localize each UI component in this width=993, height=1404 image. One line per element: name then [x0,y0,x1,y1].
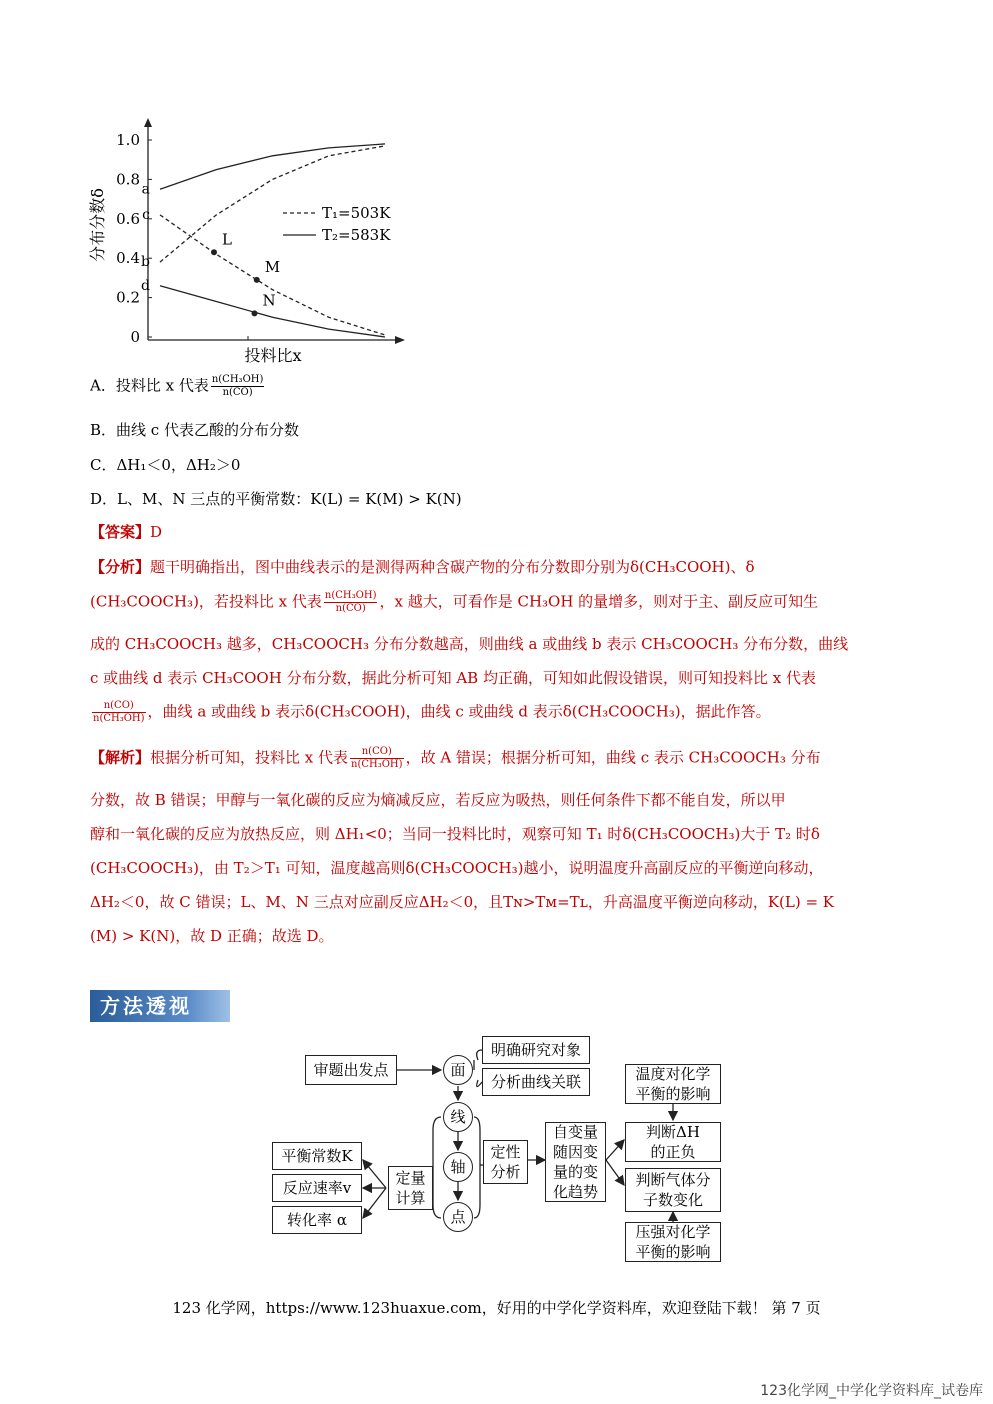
explain-fraction: $\frac{n(CO)}{\text{n(CH₃OH)}}$ [351,746,403,770]
y-tick-label: 0.4 [116,249,140,268]
explain-tag: 【解析】 [90,748,151,767]
box-equilibrium-constant: 平衡常数K [272,1142,362,1170]
explain-line-4: (CH₃COOCH₃)，由 T₂＞T₁ 可知，温度越高则δ(CH₃COOCH₃)越小，说明温度升高副反应的平衡逆向移动， [90,859,824,877]
node-point: 点 [443,1202,473,1232]
answer-value: D [150,523,163,541]
node-axis: 轴 [443,1152,473,1182]
analysis-fraction-1: $\frac{\text{n(CH₃OH)}}{n(CO)}$ [324,590,377,614]
box-delta-h: 判断ΔH的正负 [625,1122,721,1162]
point-M-label: M [264,257,281,276]
option-a-text: A．投料比 x 代表 [90,376,209,395]
y-tick-label: 0.8 [116,170,140,189]
box-qualitative: 定性分析 [483,1140,528,1184]
explain-line-5: ΔH₂＜0，故 C 错误；L、M、N 三点对应副反应ΔH₂＜0，且Tɴ>Tᴍ=Tʟ，升高温度平衡逆向移动，K(L) = K [90,893,835,911]
option-c: C．ΔH₁＜0，ΔH₂＞0 [90,456,241,474]
analysis-fraction-2: $\frac{n(CO)}{\text{n(CH₃OH)}}$ [93,700,145,724]
series-b-label: b [141,254,150,271]
box-object: 明确研究对象 [482,1036,590,1064]
option-d: D．L、M、N 三点的平衡常数：K(L) = K(M) > K(N) [90,490,462,508]
box-quantitative: 定量计算 [388,1166,433,1210]
box-trend: 自变量随因变量的变化趋势 [545,1122,606,1202]
explain-line-6: (M) > K(N)，故 D 正确；故选 D。 [90,927,334,945]
node-face: 面 [443,1055,473,1085]
y-tick-label: 1.0 [116,131,140,149]
y-axis-label: 分布分数δ [88,188,107,262]
legend-solid-label: T₂=583K [322,226,391,244]
explain-line-1: 【解析】根据分析可知，投料比 x 代表 $\frac{n(CO)}{\text{n(CH₃OH)}}$ ，故 A 错误；根据分析可知，曲线 c 表示 CH₃COOCH₃ 分布 [90,746,821,770]
point-N-label: N [262,291,276,310]
analysis-line-3: 成的 CH₃COOCH₃ 越多，CH₃COOCH₃ 分布分数越高，则曲线 a 或曲线 b 表示 CH₃COOCH₃ 分布分数，曲线 [90,635,849,653]
section-title: 方法透视 [90,990,230,1022]
box-start: 审题出发点 [305,1055,397,1085]
box-conversion: 转化率 α [272,1206,362,1234]
y-tick-label: 0.2 [116,288,140,307]
series-a-label: a [141,181,150,198]
explain-line-2: 分数，故 B 错误；甲醇与一氧化碳的反应为熵减反应，若反应为吸热，则任何条件下都不能自发，所以甲 [90,791,786,809]
box-gas: 判断气体分子数变化 [625,1168,721,1212]
watermark: 123化学网_中学化学资料库_试卷库 [760,1383,983,1399]
analysis-line-2: (CH₃COOCH₃)，若投料比 x 代表 $\frac{\text{n(CH₃OH)}}{n(CO)}$ ，x 越大，可看作是 CH₃OH 的量增多，则对于主、副反应可知生 [90,590,819,614]
option-a-fraction: $\frac{\text{n(CH₃OH)}}{n(CO)}$ [211,374,264,398]
y-tick-label: 0 [130,328,140,346]
series-d-label: d [141,277,150,294]
explain-line-3: 醇和一氧化碳的反应为放热反应，则 ΔH₁<0；当同一投料比时，观察可知 T₁ 时δ(CH₃COOCH₃)大于 T₂ 时δ [90,825,820,843]
box-pressure: 压强对化学平衡的影响 [625,1222,721,1262]
analysis-line-4: c 或曲线 d 表示 CH₃COOH 分布分数，据此分析可知 AB 均正确，可知如此假设错误，则可知投料比 x 代表 [90,669,816,687]
answer-tag: 【答案】 [90,523,151,541]
x-axis-label: 投料比x [244,346,302,365]
option-b: B．曲线 c 代表乙酸的分布分数 [90,421,299,439]
page-footer: 123 化学网，https://www.123huaxue.com，好用的中学化学资料库，欢迎登陆下载！ 第 7 页 [172,1299,821,1317]
analysis-line-1: 【分析】题干明确指出，图中曲线表示的是测得两种含碳产物的分布分数即分别为δ(CH₃COOH)、δ [90,558,755,576]
box-reaction-rate: 反应速率v [272,1174,362,1202]
legend-dashed-label: T₁=503K [322,204,391,222]
series-c-label: c [142,206,150,223]
box-curve: 分析曲线关联 [482,1068,590,1096]
node-line: 线 [443,1102,473,1132]
analysis-line-5: $\frac{n(CO)}{\text{n(CH₃OH)}}$ ，曲线 a 或曲线 b 表示δ(CH₃COOH)，曲线 c 或曲线 d 表示δ(CH₃COOCH₃)，据此作答。 [93,700,771,724]
analysis-tag: 【分析】 [90,558,151,576]
box-temperature: 温度对化学平衡的影响 [625,1064,721,1104]
y-tick-label: 0.6 [116,209,140,228]
point-L-label: L [222,230,232,249]
